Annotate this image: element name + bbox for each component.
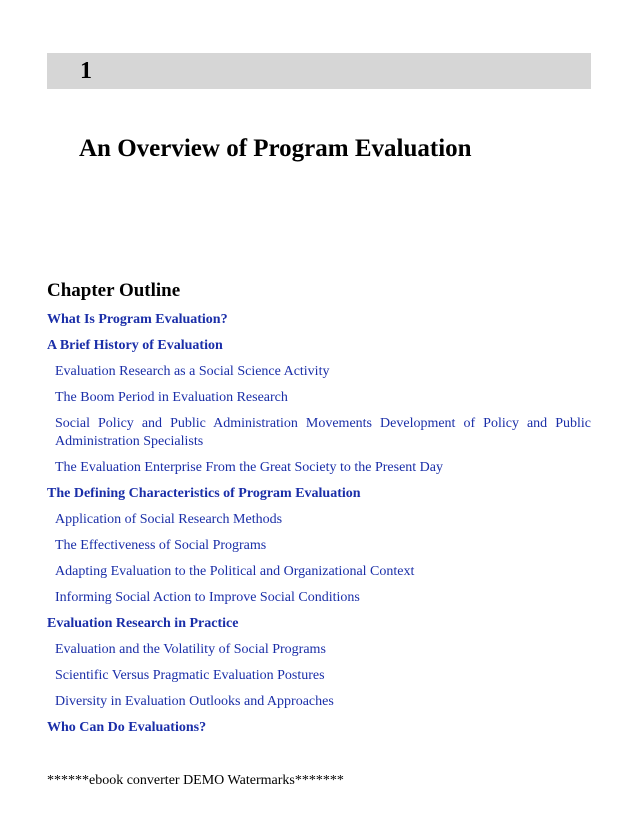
outline-link-volatility-social-programs[interactable]: Evaluation and the Volatility of Social Programs [55,642,326,657]
outline-link-who-can-do-evaluations[interactable]: Who Can Do Evaluations? [47,720,207,735]
outline-link-social-research-methods[interactable]: Application of Social Research Methods [55,512,283,527]
outline-link-diversity-outlooks[interactable]: Diversity in Evaluation Outlooks and Approaches [55,694,334,709]
outline-link-evaluation-research-practice[interactable]: Evaluation Research in Practice [47,616,239,631]
chapter-title: An Overview of Program Evaluation [79,135,472,162]
outline-link-boom-period[interactable]: The Boom Period in Evaluation Research [55,390,288,405]
converter-watermark: ******ebook converter DEMO Watermarks******* [47,773,344,788]
outline-link-social-science-activity[interactable]: Evaluation Research as a Social Science Activity [55,364,330,379]
outline-link-social-policy-movements[interactable]: Social Policy and Public Administration Movements Development of Policy and Public Administration Specialists [55,416,591,449]
outline-link-effectiveness-social-programs[interactable]: The Effectiveness of Social Programs [55,538,267,553]
outline-link-brief-history[interactable]: A Brief History of Evaluation [47,338,223,353]
chapter-outline-list [47,311,591,745]
outline-link-evaluation-enterprise[interactable]: The Evaluation Enterprise From the Great Society to the Present Day [55,460,444,475]
outline-link-what-is-program-evaluation[interactable]: What Is Program Evaluation? [47,312,228,327]
chapter-outline-heading: Chapter Outline [47,280,181,301]
outline-link-informing-social-action[interactable]: Informing Social Action to Improve Social Conditions [55,590,360,605]
chapter-number: 1 [80,58,92,84]
outline-link-defining-characteristics[interactable]: The Defining Characteristics of Program Evaluation [47,486,361,501]
chapter-number-bar [47,53,591,89]
outline-link-adapting-evaluation[interactable]: Adapting Evaluation to the Political and Organizational Context [55,564,415,579]
outline-link-scientific-vs-pragmatic[interactable]: Scientific Versus Pragmatic Evaluation Postures [55,668,325,683]
